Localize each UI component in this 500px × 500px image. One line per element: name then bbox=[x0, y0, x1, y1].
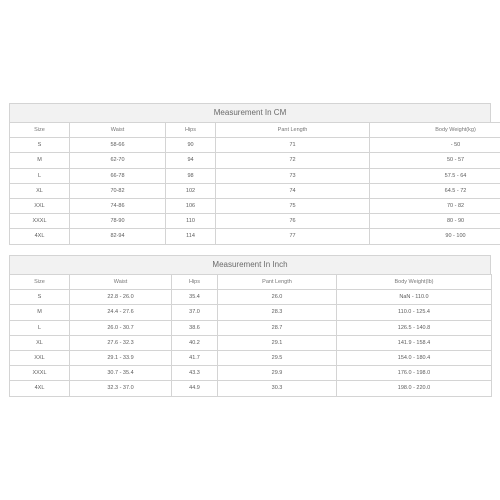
table-cell: 57.5 - 64 bbox=[370, 168, 500, 183]
table-row bbox=[10, 366, 492, 381]
column-header: Pant Length bbox=[218, 275, 337, 290]
table-cell: 50 - 57 bbox=[370, 153, 500, 168]
cm-table-title: Measurement In CM bbox=[9, 103, 491, 122]
table-cell: 24.4 - 27.6 bbox=[70, 305, 172, 320]
table-cell: XL bbox=[10, 183, 70, 198]
table-cell: 4XL bbox=[10, 381, 70, 396]
table-cell: 27.6 - 32.3 bbox=[70, 335, 172, 350]
table-cell: S bbox=[10, 138, 70, 153]
table-cell: 154.0 - 180.4 bbox=[337, 350, 492, 365]
table-cell: L bbox=[10, 320, 70, 335]
table-cell: 44.9 bbox=[172, 381, 218, 396]
table-cell: 74-86 bbox=[70, 198, 166, 213]
table-row bbox=[10, 229, 500, 244]
table-cell: 94 bbox=[166, 153, 216, 168]
table-cell: S bbox=[10, 290, 70, 305]
table-cell: 102 bbox=[166, 183, 216, 198]
table-cell: 30.7 - 35.4 bbox=[70, 366, 172, 381]
table-cell: M bbox=[10, 305, 70, 320]
table-cell: 106 bbox=[166, 198, 216, 213]
table-cell: 62-70 bbox=[70, 153, 166, 168]
table-cell: 29.1 bbox=[218, 335, 337, 350]
table-cell: 82-94 bbox=[70, 229, 166, 244]
table-cell: XXL bbox=[10, 350, 70, 365]
cm-size-table bbox=[9, 103, 491, 245]
table-row bbox=[10, 153, 500, 168]
table-cell: 66-78 bbox=[70, 168, 166, 183]
table-cell: 37.0 bbox=[172, 305, 218, 320]
table-cell: 73 bbox=[216, 168, 370, 183]
table-cell: 35.4 bbox=[172, 290, 218, 305]
table-cell: 40.2 bbox=[172, 335, 218, 350]
table-row bbox=[10, 198, 500, 213]
table-cell: 29.1 - 33.9 bbox=[70, 350, 172, 365]
table-row bbox=[10, 350, 492, 365]
table-cell: 43.3 bbox=[172, 366, 218, 381]
table-cell: 110 bbox=[166, 214, 216, 229]
table-cell: 26.0 bbox=[218, 290, 337, 305]
table-cell: XXXL bbox=[10, 366, 70, 381]
table-cell: 74 bbox=[216, 183, 370, 198]
table-cell: 26.0 - 30.7 bbox=[70, 320, 172, 335]
column-header: Size bbox=[10, 275, 70, 290]
table-row bbox=[10, 290, 492, 305]
table-cell: 29.5 bbox=[218, 350, 337, 365]
table-row bbox=[10, 305, 492, 320]
table-cell: 38.6 bbox=[172, 320, 218, 335]
table-cell: 29.9 bbox=[218, 366, 337, 381]
cm-table-grid bbox=[9, 122, 500, 245]
column-header: Waist bbox=[70, 123, 166, 138]
table-cell: - 50 bbox=[370, 138, 500, 153]
table-cell: 28.7 bbox=[218, 320, 337, 335]
table-row bbox=[10, 320, 492, 335]
inch-table-title: Measurement In Inch bbox=[9, 255, 491, 274]
table-cell: 90 bbox=[166, 138, 216, 153]
table-cell: 114 bbox=[166, 229, 216, 244]
table-cell: 141.9 - 158.4 bbox=[337, 335, 492, 350]
table-cell: L bbox=[10, 168, 70, 183]
table-cell: 32.3 - 37.0 bbox=[70, 381, 172, 396]
table-row bbox=[10, 183, 500, 198]
table-cell: 72 bbox=[216, 153, 370, 168]
table-cell: 198.0 - 220.0 bbox=[337, 381, 492, 396]
table-cell: XXXL bbox=[10, 214, 70, 229]
table-row bbox=[10, 381, 492, 396]
table-cell: XXL bbox=[10, 198, 70, 213]
table-cell: 75 bbox=[216, 198, 370, 213]
table-cell: 71 bbox=[216, 138, 370, 153]
table-cell: 4XL bbox=[10, 229, 70, 244]
table-cell: 90 - 100 bbox=[370, 229, 500, 244]
table-cell: 76 bbox=[216, 214, 370, 229]
table-cell: 41.7 bbox=[172, 350, 218, 365]
table-cell: 58-66 bbox=[70, 138, 166, 153]
table-cell: XL bbox=[10, 335, 70, 350]
table-cell: M bbox=[10, 153, 70, 168]
table-cell: 176.0 - 198.0 bbox=[337, 366, 492, 381]
column-header: Body Weight(kg) bbox=[370, 123, 500, 138]
table-cell: NaN - 110.0 bbox=[337, 290, 492, 305]
inch-size-table bbox=[9, 255, 491, 397]
table-cell: 80 - 90 bbox=[370, 214, 500, 229]
table-cell: 70-82 bbox=[70, 183, 166, 198]
table-row bbox=[10, 168, 500, 183]
table-cell: 28.3 bbox=[218, 305, 337, 320]
table-header-row bbox=[10, 275, 492, 290]
table-cell: 78-90 bbox=[70, 214, 166, 229]
column-header: Hips bbox=[166, 123, 216, 138]
table-cell: 98 bbox=[166, 168, 216, 183]
column-header: Size bbox=[10, 123, 70, 138]
table-cell: 30.3 bbox=[218, 381, 337, 396]
column-header: Pant Length bbox=[216, 123, 370, 138]
table-row bbox=[10, 214, 500, 229]
table-header-row bbox=[10, 123, 500, 138]
table-cell: 64.5 - 72 bbox=[370, 183, 500, 198]
column-header: Body Weight(lb) bbox=[337, 275, 492, 290]
table-cell: 77 bbox=[216, 229, 370, 244]
inch-table-grid bbox=[9, 274, 492, 397]
table-cell: 126.5 - 140.8 bbox=[337, 320, 492, 335]
column-header: Waist bbox=[70, 275, 172, 290]
table-cell: 70 - 82 bbox=[370, 198, 500, 213]
table-cell: 110.0 - 125.4 bbox=[337, 305, 492, 320]
column-header: Hips bbox=[172, 275, 218, 290]
table-row bbox=[10, 335, 492, 350]
table-cell: 22.8 - 26.0 bbox=[70, 290, 172, 305]
table-row bbox=[10, 138, 500, 153]
